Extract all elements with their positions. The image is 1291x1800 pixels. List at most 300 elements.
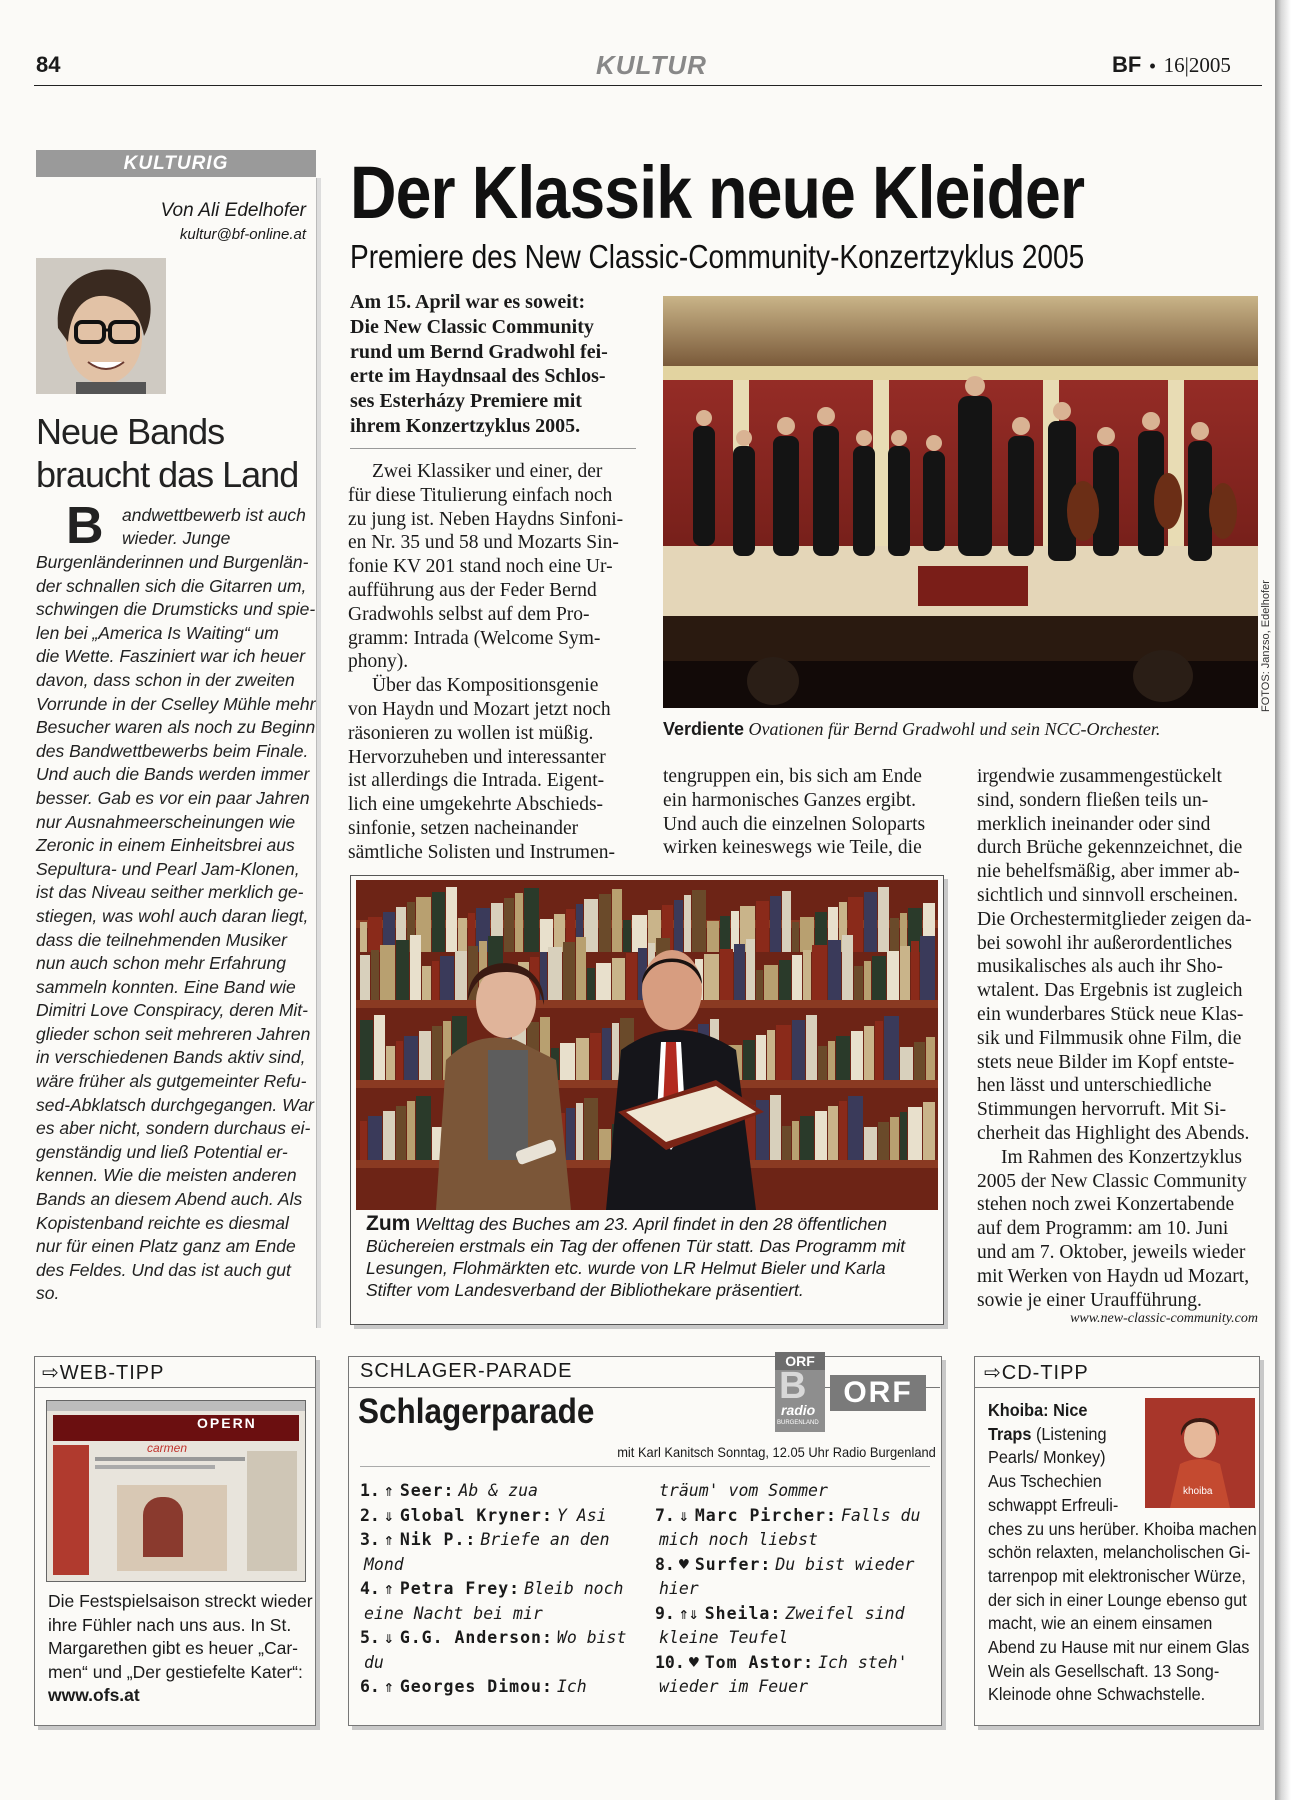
book-spine: [704, 954, 719, 1000]
book-spine: [836, 1036, 850, 1080]
body-line: sind, sondern fließen teils un-: [977, 789, 1209, 811]
chart-entry-line: [655, 1553, 940, 1578]
chart-song: wieder im Feuer: [659, 1677, 809, 1696]
book-spine: [360, 1020, 373, 1080]
chart-entry-line: [655, 1626, 940, 1651]
schlager-right-lines: [655, 1479, 940, 1700]
article-col3: [977, 765, 1260, 1312]
column-text-line: stiegen, was wohl auch daran liegt,: [36, 905, 309, 926]
article-title: Der Klassik neue Kleider: [350, 151, 1085, 234]
chart-entry-line: [360, 1479, 640, 1504]
orf-logo-radio: radio: [781, 1402, 816, 1418]
book-spine: [864, 1026, 874, 1080]
cd-tipp-line: schön relaxten, melancholischen Gi-: [988, 1542, 1251, 1563]
issue-number: 16|2005: [1163, 53, 1231, 77]
body-line: cherheit das Highlight des Abends.: [977, 1122, 1250, 1144]
web-tipp-link[interactable]: www.ofs.at: [48, 1685, 140, 1705]
trend-icon: ⇓: [383, 1628, 394, 1647]
chart-entry-line: [360, 1651, 640, 1676]
book-spine: [602, 1028, 611, 1080]
chart-rank: 2.: [360, 1505, 380, 1525]
chart-song: Mond: [364, 1554, 404, 1574]
concert-caption-bold: Verdiente: [663, 719, 745, 739]
book-spine: [576, 1038, 589, 1080]
cd-tipp-line: Pearls/ Monkey): [988, 1447, 1106, 1468]
book-spine: [792, 955, 802, 1000]
book-spine: [764, 965, 778, 1000]
book-spine: [432, 1026, 442, 1080]
web-tipp-arrow-icon: ⇨: [42, 1362, 60, 1384]
chart-song: Wo bist: [556, 1628, 627, 1647]
chart-song: Y Asi: [556, 1505, 607, 1525]
book-spine: [599, 1129, 611, 1160]
chart-song: eine Nacht bei mir: [364, 1603, 543, 1623]
web-tipp-screenshot: [46, 1400, 306, 1582]
chart-artist: Petra Frey:: [399, 1579, 521, 1598]
body-line: ist allerdings die Intrada. Eigent-: [348, 770, 605, 792]
chart-song: mich noch liebst: [659, 1530, 818, 1549]
chart-song: Du bist wieder: [775, 1554, 915, 1574]
column-text-line: Dimitri Love Conspiracy, deren Mit-: [36, 1000, 308, 1021]
col3-lines: [977, 765, 1260, 1312]
chart-artist: Global Kryner:: [399, 1505, 553, 1525]
column-text-line: Vorrunde in der Cselley Mühle mehr: [36, 693, 316, 714]
book-spine: [419, 1031, 431, 1080]
book-spine: [854, 966, 863, 1000]
book-spine: [684, 895, 691, 952]
chart-song: Ich steh': [818, 1652, 908, 1672]
book-spine: [432, 961, 439, 1000]
separator: •: [1149, 56, 1156, 76]
lead-line: rund um Bernd Gradwohl fei-: [350, 340, 608, 363]
body-line: lich eine umgekehrte Abschieds-: [348, 794, 604, 816]
book-spine: [416, 1096, 431, 1160]
book-spine: [612, 1023, 619, 1080]
photo-credit: FOTOS: Janzso, Edelhofer: [1260, 580, 1272, 712]
cd-title-bold2: Traps: [988, 1423, 1032, 1444]
chart-song: Zweifel sind: [785, 1603, 905, 1623]
cd-title-line: Khoiba: Nice: [988, 1400, 1088, 1420]
column-text-line: Besucher waren als noch zu Beginn: [36, 717, 316, 738]
column-text-line: die Wette. Fasziniert war ich heuer: [36, 646, 306, 667]
trend-icon: ♥: [678, 1554, 689, 1574]
body-line: sik und Filmmusik ohne Film, die: [977, 1027, 1242, 1049]
book-spine: [926, 1037, 935, 1080]
trend-icon: ⇓: [383, 1505, 394, 1525]
body-line: sinfonie, setzen nacheinander: [348, 817, 579, 839]
body-line: Zwei Klassiker und einer, der: [372, 461, 603, 482]
book-spine: [792, 922, 799, 952]
lead-rule: [350, 448, 636, 449]
book-spine: [584, 899, 598, 952]
schlager-title: Schlagerparade: [358, 1392, 595, 1431]
chart-entry-line: [360, 1553, 640, 1578]
chart-entry-line: [360, 1528, 640, 1553]
book-spine: [878, 887, 889, 952]
screenshot-content: [95, 1457, 245, 1461]
book-spine: [587, 968, 595, 1000]
chart-rank: 7.: [655, 1505, 675, 1525]
body-line: stehen noch zwei Konzertabende: [977, 1194, 1235, 1216]
author-photo: [36, 258, 166, 394]
book-spine: [908, 1107, 922, 1160]
book-spine: [396, 1106, 406, 1160]
book-spine: [560, 1043, 575, 1080]
book-spine: [599, 894, 611, 952]
book-spine: [371, 950, 379, 1000]
column-text-line: sed-Abklatsch durchgegangen. War: [36, 1094, 314, 1115]
chart-entry-line: [360, 1626, 640, 1651]
book-spine: [839, 1101, 847, 1160]
book-spine: [756, 1035, 766, 1080]
body-line: für diese Titulierung einfach noch: [348, 484, 613, 506]
column-text-line: es aber nicht, sondern durchaus ei-: [36, 1118, 311, 1139]
chart-rank: 6.: [360, 1677, 380, 1696]
book-spine: [851, 1031, 863, 1080]
book-spine: [828, 1106, 838, 1160]
library-photo-svg: [356, 880, 938, 1210]
cd-cover-word: khoiba: [1183, 1486, 1213, 1497]
book-spine: [842, 935, 853, 1000]
body-line: hen lässt und unterschiedliche: [977, 1075, 1212, 1097]
chart-song: du: [364, 1652, 384, 1672]
lead-line: ihrem Konzertzyklus 2005.: [350, 414, 581, 437]
body-line: nie behelfsmäßig, aber immer ab-: [977, 861, 1240, 883]
book-spine: [806, 1015, 817, 1080]
chart-entry-line: [655, 1651, 940, 1676]
column-body: [36, 497, 316, 1306]
trend-icon: ⇑: [383, 1579, 394, 1598]
chart-rank: 10.: [655, 1652, 685, 1672]
column-text-line: der schnallen sich die Gitarren um,: [36, 575, 307, 596]
dropcap: B: [66, 497, 104, 555]
book-spine: [590, 1033, 601, 1080]
book-spine: [800, 1116, 814, 1160]
book-spine: [458, 918, 467, 952]
cd-tipp-line: Wein als Gesellschaft. 13 Song-: [988, 1660, 1220, 1681]
chart-rank: 3.: [360, 1530, 380, 1549]
column-text-line: Sepultura- und Pearl Jam-Klonen,: [36, 858, 300, 879]
chart-artist: Nik P.:: [399, 1530, 477, 1549]
chart-song: Ab & zua: [458, 1481, 538, 1500]
book-spine: [828, 940, 841, 1000]
chart-artist: Tom Astor:: [704, 1652, 815, 1672]
book-spine: [632, 915, 647, 952]
book-spine: [864, 961, 871, 1000]
column-label: [36, 150, 316, 177]
cd-tipp-text: [988, 1399, 1257, 1707]
author-email: kultur@bf-online.at: [179, 226, 306, 243]
cd-tipp-header: [984, 1360, 1089, 1385]
book-spine: [815, 1111, 827, 1160]
book-spine: [440, 956, 454, 1000]
cd-tipp-label: CD-TIPP: [1001, 1362, 1089, 1384]
book-spine: [770, 1095, 781, 1160]
book-spine: [828, 1041, 835, 1080]
cd-tipp-line: tarrenpop mit elektronischer Würze,: [988, 1565, 1246, 1586]
column-headline-line1: Neue Bands: [36, 411, 225, 452]
cd-tipp-line: macht, wie an einem einsamen: [988, 1613, 1213, 1634]
chart-artist: Sheila:: [704, 1603, 782, 1623]
header-rule: [34, 85, 1262, 86]
web-tipp-text: [48, 1590, 313, 1708]
body-line: Die Orchestermitglieder zeigen da-: [977, 908, 1252, 930]
concert-photo: [663, 296, 1258, 708]
byline: Von Ali Edelhofer: [160, 200, 306, 221]
column-text-line: ist das Niveau seither merklich ge-: [36, 882, 304, 903]
book-spine: [890, 1117, 899, 1160]
body-line: sowie je einer Uraufführung.: [977, 1289, 1202, 1311]
book-spine: [524, 888, 539, 952]
chart-entry-line: [360, 1504, 640, 1529]
body-line: musikalisches als auch ihr Sho-: [977, 956, 1223, 978]
chart-artist: Seer:: [399, 1481, 455, 1500]
page-number: 84: [36, 52, 61, 77]
body-line: von Haydn und Mozart jetzt noch: [348, 698, 611, 720]
trend-icon: ♥: [688, 1652, 699, 1672]
book-spine: [920, 936, 935, 1000]
column-text-line: des Bandwettbewerbs beim Finale.: [36, 740, 309, 761]
author-portrait-svg: [36, 258, 166, 394]
book-spine: [566, 1108, 575, 1160]
book-spine: [792, 1020, 805, 1080]
screenshot-title: OPERN: [197, 1415, 257, 1431]
article-subtitle: Premiere des New Classic-Community-Konzertzyklus 2005: [350, 238, 1085, 275]
schlager-list-left: [360, 1479, 640, 1700]
cd-title-line2: [988, 1423, 1239, 1447]
column-text-line: Zeronic in einem Einheitsbrei aus: [36, 835, 295, 856]
book-spine: [360, 955, 370, 1000]
trend-icon: ⇑: [383, 1677, 394, 1696]
chart-rank: 1.: [360, 1481, 380, 1500]
body-line: stets neue Bilder im Kopf entste-: [977, 1051, 1235, 1073]
web-tipp-header: [42, 1360, 164, 1385]
library-caption: [366, 1213, 936, 1301]
book-spine: [887, 951, 899, 1000]
orf-logo-top: ORF: [775, 1352, 825, 1370]
page-edge-shadow: [1275, 0, 1291, 1800]
web-tipp-line1: Die Festspielsaison streckt wieder: [48, 1591, 313, 1611]
body-line: ein harmonisches Ganzes ergibt.: [663, 789, 917, 811]
column-text-line: besser. Gab es vor ein paar Jahren: [36, 787, 310, 808]
chart-entry-line: [360, 1577, 640, 1602]
column-text-line: nun auch schon mehr Erfahrung: [36, 953, 287, 974]
body-line: auf dem Programm: am 10. Juni: [977, 1218, 1229, 1240]
trend-icon: ⇑⇓: [678, 1603, 699, 1623]
schlager-list-right: [655, 1479, 940, 1700]
body-line: zu jung ist. Neben Haydns Sinfoni-: [348, 508, 624, 530]
book-spine: [734, 944, 745, 1000]
book-spine: [878, 1122, 889, 1160]
book-spine: [422, 966, 431, 1000]
book-spine: [792, 1121, 799, 1160]
chart-song: Briefe an den: [480, 1530, 610, 1549]
column-text-line: sammeln konnten. Eine Band wie: [36, 976, 296, 997]
book-spine: [576, 937, 586, 1000]
lead-lines: [350, 290, 636, 439]
book-spine: [900, 1047, 913, 1080]
book-spine: [770, 896, 781, 952]
chart-artist: Georges Dimou:: [399, 1677, 553, 1696]
schlager-label: SCHLAGER-PARADE: [360, 1360, 573, 1382]
book-spine: [386, 1046, 395, 1080]
screenshot-banner: [53, 1415, 299, 1441]
book-spine: [911, 941, 919, 1000]
concert-caption: [663, 719, 1160, 740]
body-line: Stimmungen hervorruft. Mit Si-: [977, 1099, 1227, 1121]
book-spine: [374, 1015, 385, 1080]
web-tipp-label: WEB-TIPP: [59, 1362, 165, 1384]
book-spine: [548, 947, 562, 1000]
chart-song: Ich: [556, 1677, 587, 1696]
book-spine: [368, 1116, 382, 1160]
book-spine: [504, 898, 514, 952]
column-text-line: Und auch die Bands werden immer: [36, 764, 310, 785]
body-line: Über das Kompositionsgenie: [372, 675, 599, 697]
column-text-line: davon, dass schon in der zweiten: [36, 669, 295, 690]
book-spine: [818, 1046, 827, 1080]
book-spine: [746, 939, 755, 1000]
book-spine: [884, 1016, 899, 1080]
column-text-line: in verschiedenen Bands aktiv sind,: [36, 1047, 306, 1068]
col2-lines: [663, 765, 947, 860]
library-caption-line4: Stifter vom Landesverband der Bibliothekare präsentiert.: [366, 1280, 804, 1300]
concert-photo-svg: [663, 296, 1258, 708]
book-spine: [596, 963, 611, 1000]
article-col2: [663, 765, 947, 860]
book-spine: [864, 892, 877, 952]
body-line: en Nr. 35 und 58 und Mozarts Sin-: [348, 532, 619, 554]
chart-song: Bleib noch: [524, 1579, 624, 1598]
book-spine: [626, 953, 637, 1000]
body-line: räsonieren zu wollen ist müßig.: [348, 722, 594, 744]
body-line: fonie KV 201 stand noch eine Ur-: [348, 556, 613, 578]
screenshot-titlebar: [47, 1401, 305, 1411]
book-spine: [612, 889, 622, 952]
book-spine: [410, 935, 421, 1000]
book-spine: [812, 945, 827, 1000]
book-spine: [872, 956, 886, 1000]
book-spine: [779, 960, 791, 1000]
column-first-line: andwettbewerb ist auch: [122, 505, 306, 525]
chart-entry-line: [655, 1528, 940, 1553]
body-line: 2005 der New Classic Community: [977, 1170, 1247, 1192]
body-line: aufführung aus der Feder Bernd: [348, 579, 597, 601]
book-spine: [515, 893, 523, 952]
book-spine: [674, 900, 683, 952]
book-spine: [720, 916, 730, 952]
body-line: gramm: Intrada (Welcome Sym-: [348, 627, 601, 649]
column-text-line: glieder schon seit mehreren Jahren: [36, 1023, 311, 1044]
cd-tipp-line: Abend zu Hause mit nur einem Glas: [988, 1637, 1250, 1658]
screenshot-sidebar: [53, 1445, 89, 1575]
book-spine: [707, 921, 719, 952]
chart-song: kleine Teufel: [659, 1628, 789, 1647]
article-col1: [348, 460, 630, 865]
book-spine: [360, 1121, 367, 1160]
book-spine: [848, 1096, 863, 1160]
book-spine: [383, 1111, 395, 1160]
column-text-line: dass die teilnehmenden Musiker: [36, 929, 287, 950]
lead-line: Am 15. April war es soweit:: [350, 291, 586, 313]
book-spine: [767, 1030, 775, 1080]
column-dropcap-block: [36, 497, 308, 555]
cd-tipp-lines: [988, 1446, 1257, 1707]
body-line: und am 7. Oktober, jeweils wieder: [977, 1241, 1246, 1263]
chart-entry-line: [655, 1504, 940, 1529]
book-spine: [360, 922, 367, 952]
cd-tipp-line: Aus Tschechien: [988, 1471, 1102, 1492]
lead-line: Die New Classic Community: [350, 315, 594, 338]
book-spine: [782, 1126, 791, 1160]
column-headline: [36, 410, 316, 496]
body-line: Gradwohls selbst auf dem Pro-: [348, 603, 590, 625]
body-line: wirken keineswegs wie Teile, die: [663, 837, 922, 859]
book-spine: [720, 949, 733, 1000]
column-text-line: des Feldes. Und das ist auch gut: [36, 1259, 291, 1280]
column-text-line: nur Ausnahmeerscheinungen wie: [36, 811, 296, 832]
section-label: KULTUR: [596, 50, 707, 80]
orf-logo-region: BURGENLAND: [777, 1420, 819, 1426]
article-lead: [350, 290, 636, 439]
body-line: mit Werken von Haydn ud Mozart,: [977, 1265, 1250, 1287]
body-line: Hervorzuheben und interessanter: [348, 746, 606, 768]
trend-icon: ⇑: [383, 1530, 394, 1549]
chart-entry-line: [655, 1675, 940, 1700]
book-spine: [692, 890, 706, 952]
book-spine: [396, 1041, 403, 1080]
library-caption-line1: Welttag des Buches am 23. April findet in den 28 öffentlichen: [410, 1214, 888, 1234]
cd-tipp-line: ches zu uns herüber. Khoiba machen: [988, 1518, 1257, 1539]
column-text-line: kennen. Wie die meisten anderen: [36, 1165, 297, 1186]
chart-rank: 9.: [655, 1603, 675, 1623]
book-spine: [782, 891, 791, 952]
book-spine: [923, 1102, 935, 1160]
body-line: durch Brüche gekennzeichnet, die: [977, 837, 1243, 859]
column-text-line: Kopistenband reichte es diesmal: [36, 1212, 289, 1233]
book-spine: [914, 1042, 925, 1080]
library-photo: [356, 880, 938, 1210]
lead-line: ses Esterházy Premiere mit: [350, 390, 582, 413]
body-line: merklich ineinander oder sind: [977, 813, 1211, 835]
chart-rank: 8.: [655, 1554, 675, 1574]
chart-rank: 4.: [360, 1579, 380, 1598]
chart-song: Falls du: [840, 1505, 921, 1525]
column-second-line: wieder. Junge: [122, 528, 231, 548]
body-line: irgendwie zusammengestückelt: [977, 766, 1222, 787]
library-caption-line2: Büchereien erstmals ein Tag der offenen Tür statt. Das Programm mit: [366, 1236, 906, 1256]
book-spine: [875, 1021, 883, 1080]
web-tipp-line3: Margarethen gibt es heuer „Car-: [48, 1638, 298, 1658]
library-caption-bold: Zum: [366, 1212, 411, 1235]
chart-entry-line: [655, 1479, 940, 1504]
cd-tipp-arrow-icon: ⇨: [984, 1362, 1002, 1384]
book-spine: [623, 920, 631, 952]
book-spine: [432, 892, 445, 952]
trend-icon: ⇓: [678, 1505, 689, 1525]
screenshot-right: [247, 1451, 297, 1571]
cd-tipp-rule: [974, 1387, 1260, 1388]
book-spine: [368, 917, 382, 952]
book-spine: [890, 918, 899, 952]
book-spine: [563, 942, 575, 1000]
body-line: Im Rahmen des Konzertzyklus: [1001, 1146, 1242, 1168]
body-line: phony).: [348, 651, 409, 673]
book-spine: [404, 1036, 418, 1080]
body-line: sämtliche Solisten und Instrumen-: [348, 841, 616, 863]
chart-entry-line: [655, 1602, 940, 1627]
column-text-line: schwingen die Drumsticks und spie-: [36, 599, 316, 620]
